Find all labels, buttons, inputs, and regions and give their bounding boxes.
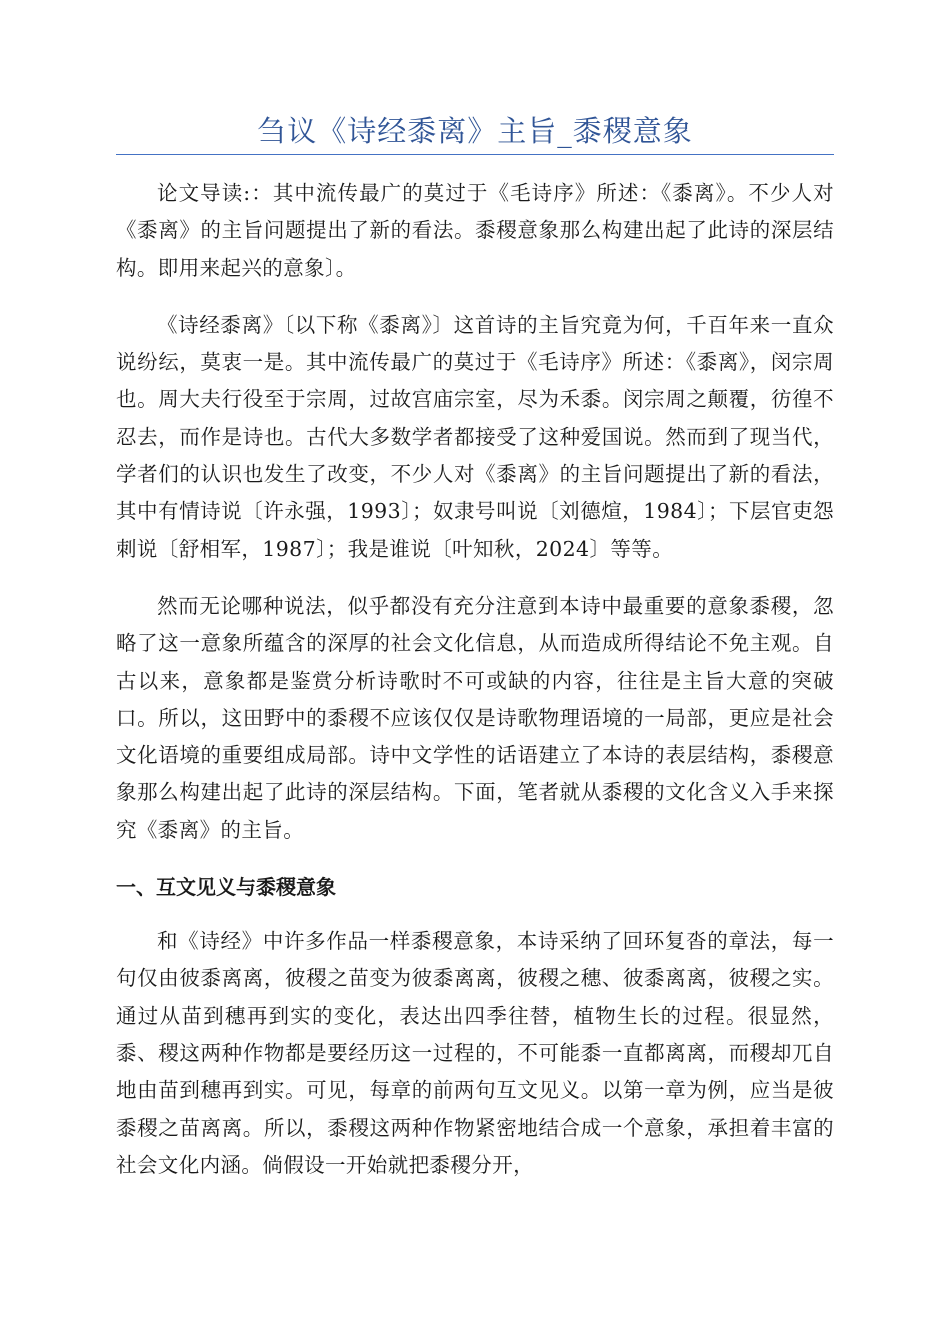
paragraph-intro: 《诗经黍离》〔以下称《黍离》〕这首诗的主旨究竟为何，千百年来一直众说纷纭，莫衷一是。其中流传最广的莫过于《毛诗序》所述：《黍离》，闵宗周也。周大夫行役至于宗周，过故宫庙宗室，尽为禾黍。闵宗周之颠覆，彷徨不忍去，而作是诗也。古代大多数学者都接受了这种爱国说。然而到了现当代，学者们的认识也发生了改变，不少人对《黍离》的主旨问题提出了新的看法，其中有情诗说〔许永强，1993〕；奴隶号叫说〔刘德煊，1984〕；下层官吏怨刺说〔舒相军，1987〕；我是谁说〔叶知秋，2024〕等等。 [116, 312, 834, 561]
paragraph-section-body: 和《诗经》中许多作品一样黍稷意象，本诗采纳了回环复沓的章法，每一句仅由彼黍离离，彼稷之苗变为彼黍离离，彼稷之穗、彼黍离离，彼稷之实。通过从苗到穗再到实的变化，表达出四季往替，植物生长的过程。很显然，黍、稷这两种作物都是要经历这一过程的，不可能黍一直都离离，而稷却兀自地由苗到穗再到实。可见，每章的前两句互文见义。以第一章为例，应当是彼黍稷之苗离离。所以，黍稷这两种作物紧密地结合成一个意象，承担着丰富的社会文化内涵。倘假设一开始就把黍稷分开， [116, 929, 834, 1177]
paragraph-argument: 然而无论哪种说法，似乎都没有充分注意到本诗中最重要的意象黍稷，忽略了这一意象所蕴含的深厚的社会文化信息，从而造成所得结论不免主观。自古以来，意象都是鉴赏分析诗歌时不可或缺的内容，往往是主旨大意的突破口。所以，这田野中的黍稷不应该仅仅是诗歌物理语境的一局部，更应是社会文化语境的重要组成局部。诗中文学性的话语建立了本诗的表层结构，黍稷意象那么构建出起了此诗的深层结构。下面，笔者就从黍稷的文化含义入手来探究《黍离》的主旨。 [116, 593, 834, 842]
page-title: 刍议《诗经黍离》主旨_黍稷意象 [257, 114, 693, 148]
document-page [116, 108, 834, 1204]
section-heading: 一、互文见义与黍稷意象 [116, 875, 336, 900]
paragraph-abstract: 论文导读:：其中流传最广的莫过于《毛诗序》所述：《黍离》。不少人对《黍离》的主旨问题提出了新的看法。黍稷意象那么构建出起了此诗的深层结构。即用来起兴的意象〕。 [116, 181, 834, 280]
title-underline [116, 154, 834, 155]
